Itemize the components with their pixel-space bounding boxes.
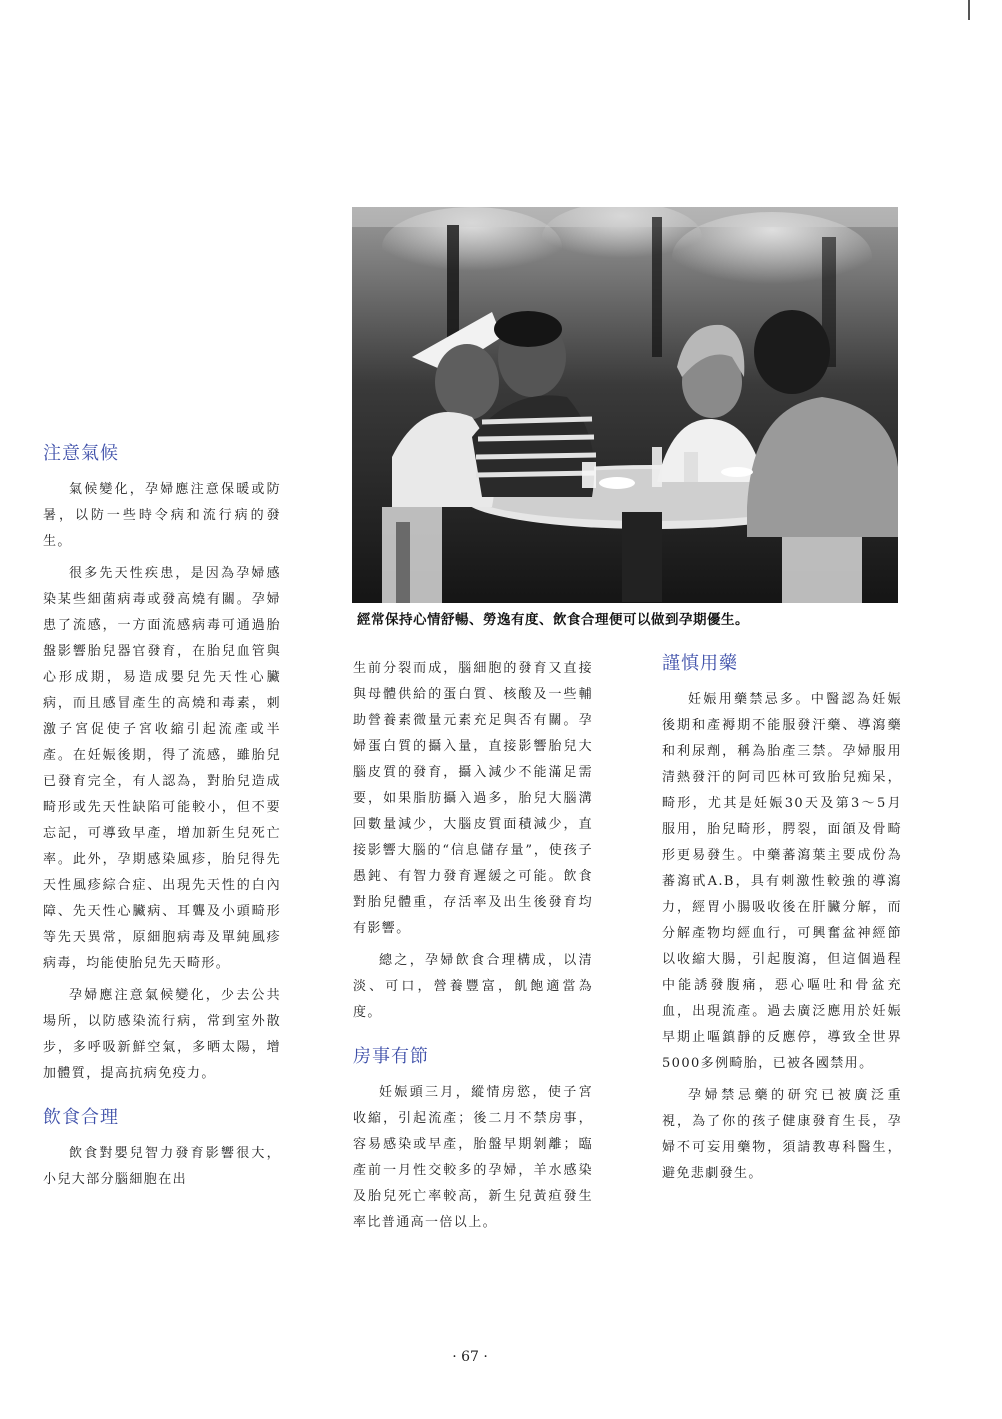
page-number: · 67 · [452, 1349, 488, 1365]
heading-marital-relations: 房事有節 [353, 1046, 429, 1067]
scan-corner-mark [968, 0, 982, 20]
column-3 [662, 653, 902, 1193]
column-2 [353, 656, 593, 1242]
heading-diet: 飲食合理 [43, 1107, 119, 1128]
paragraph: 孕婦應注意氣候變化，少去公共場所，以防感染流行病，常到室外散步，多呼吸新鮮空氣，多晒太陽，增加體質，提高抗病免疫力。 [43, 988, 281, 1081]
cafe-photo [352, 207, 898, 603]
column-1 [43, 443, 281, 1199]
paragraph: 氣候變化，孕婦應注意保暖或防暑，以防一些時令病和流行病的發生。 [43, 482, 281, 549]
heading-weather: 注意氣候 [43, 443, 119, 464]
paragraph-continued: 生前分裂而成，腦細胞的發育又直接與母體供給的蛋白質、核酸及一些輔助營養素微量元素充足與否有關。孕婦蛋白質的攝入量，直接影響胎兒大腦皮質的發育，攝入減少不能滿足需要，如果脂肪攝入過多，胎兒大腦溝回數量減少，大腦皮質面積減少，直接影響大腦的“信息儲存量”，使孩子愚鈍、有智力發育遲緩之可能。飲食對胎兒體重，存活率及出生後發育均有影響。 [353, 661, 593, 936]
paragraph: 妊娠頭三月，縱情房慾，使子宮收縮，引起流產；後二月不禁房事，容易感染或早產，胎盤早期剝離；臨產前一月性交較多的孕婦，羊水感染及胎兒死亡率較高，新生兒黃疸發生率比普通高一倍以上。 [353, 1085, 593, 1230]
paragraph: 飲食對嬰兒智力發育影響很大，小兒大部分腦細胞在出 [43, 1146, 281, 1187]
photo-caption: 經常保持心情舒暢、勞逸有度、飲食合理便可以做到孕期優生。 [357, 612, 749, 628]
paragraph: 妊娠用藥禁忌多。中醫認為妊娠後期和產褥期不能服發汗藥、導瀉藥和利尿劑，稱為胎產三禁。孕婦服用清熱發汗的阿司匹林可致胎兒痴呆，畸形，尤其是妊娠30天及第3～5月服用，胎兒畸形，腭裂，面頜及骨畸形更易發生。中藥蕃瀉葉主要成份為蕃瀉甙A.B，具有刺激性較強的導瀉力，經胃小腸吸收後在肝臟分解，而分解產物均經血行，可興奮盆神經節以收縮大腸，引起腹瀉，但這個過程中能誘發腹痛，惡心嘔吐和骨盆充血，出現流產。過去廣泛應用於妊娠早期止嘔鎮靜的反應停，導致全世界5000多例畸胎，已被各國禁用。 [662, 692, 902, 1071]
paragraph: 孕婦禁忌藥的研究已被廣泛重視，為了你的孩子健康發育生長，孕婦不可妄用藥物，須請教專科醫生，避免悲劇發生。 [662, 1088, 902, 1181]
paragraph: 很多先天性疾患，是因為孕婦感染某些細菌病毒或發高燒有關。孕婦患了流感，一方面流感病毒可通過胎盤影響胎兒器官發育，在胎兒血管與心形成期，易造成嬰兒先天性心臟病，而且感冒產生的高燒和毒素，刺激子宮促使子宮收縮引起流產或半產。在妊娠後期，得了流感，雖胎兒已發育完全，有人認為，對胎兒造成畸形或先天性缺陷可能較小，但不要忘記，可導致早產，增加新生兒死亡率。此外，孕期感染風疹，胎兒得先天性風疹綜合症、出現先天性的白內障、先天性心臟病、耳聾及小頭畸形等先天異常，原細胞病毒及單純風疹病毒，均能使胎兒先天畸形。 [43, 566, 281, 971]
heading-medication: 謹慎用藥 [662, 653, 738, 674]
paragraph: 總之，孕婦飲食合理構成，以清淡、可口，營養豐富，飢飽適當為度。 [353, 953, 593, 1020]
